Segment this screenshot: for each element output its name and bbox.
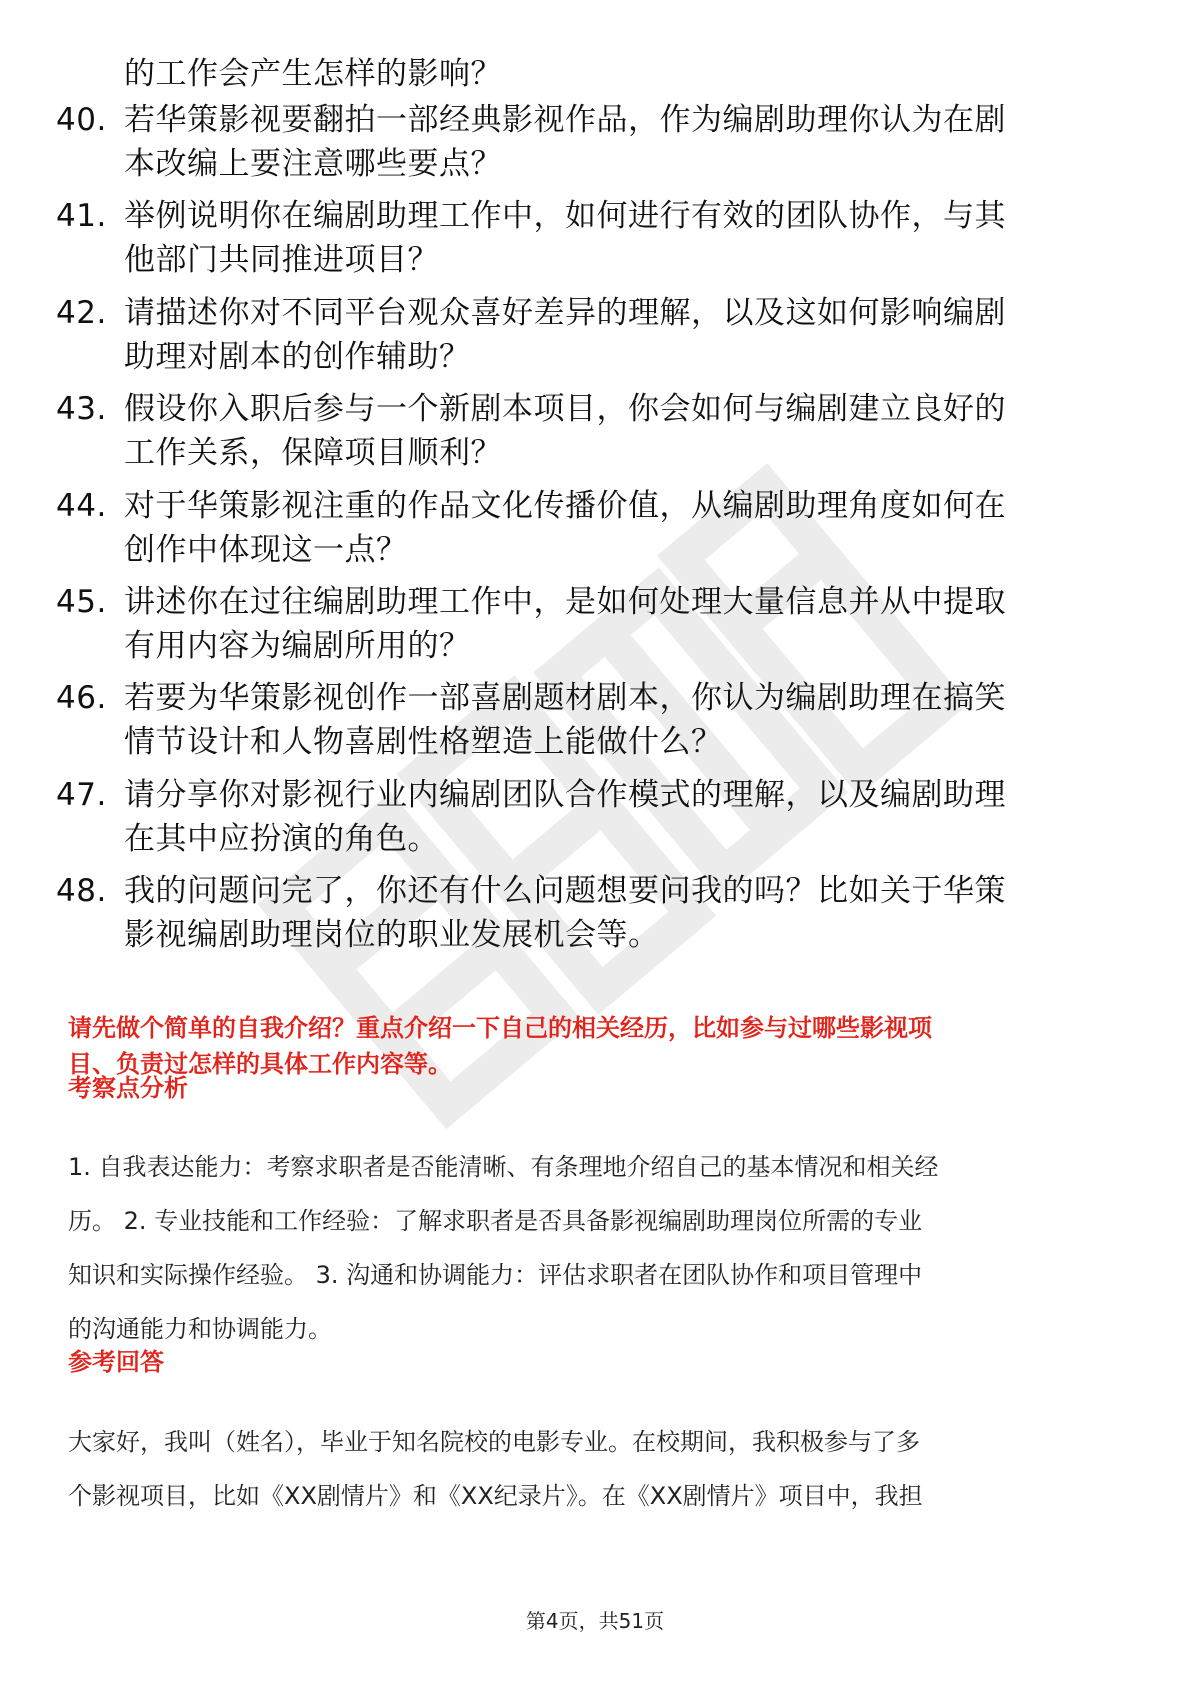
featured-question-line: 目、负责过怎样的具体工作内容等。 xyxy=(68,1050,452,1078)
question-number: 41. xyxy=(56,198,107,234)
question-text xyxy=(124,869,1124,957)
question-text xyxy=(124,773,1124,861)
answer-line: 个影视项目，比如《XX剧情片》和《XX纪录片》。在《XX剧情片》项目中，我担 xyxy=(68,1482,923,1510)
question-line: 我的问题问完了，你还有什么问题想要问我的吗？比如关于华策 xyxy=(124,873,1006,909)
question-line: 请分享你对影视行业内编剧团队合作模式的理解，以及编剧助理 xyxy=(124,777,1006,813)
question-number: 42. xyxy=(56,295,107,331)
question-number: 48. xyxy=(56,873,107,909)
question-number: 43. xyxy=(56,391,107,427)
answer-line: 大家好，我叫（姓名），毕业于知名院校的电影专业。在校期间，我积极参与了多 xyxy=(68,1428,920,1456)
question-number: 44. xyxy=(56,488,107,524)
analysis-line: 的沟通能力和协调能力。 xyxy=(68,1315,332,1343)
question-line: 他部门共同推进项目？ xyxy=(124,242,439,278)
question-line: 在其中应扮演的角色。 xyxy=(124,821,439,857)
question-line: 工作关系，保障项目顺利？ xyxy=(124,435,502,471)
question-text xyxy=(124,387,1124,475)
question-line: 举例说明你在编剧助理工作中，如何进行有效的团队协作，与其 xyxy=(124,198,1006,234)
question-line: 本改编上要注意哪些要点？ xyxy=(124,146,502,182)
page-footer: 第4页，共51页 xyxy=(525,1609,665,1633)
question-line: 请描述你对不同平台观众喜好差异的理解，以及这如何影响编剧 xyxy=(124,295,1006,331)
featured-question-line: 请先做个简单的自我介绍？重点介绍一下自己的相关经历，比如参与过哪些影视项 xyxy=(68,1014,932,1042)
analysis-line: 1. 自我表达能力：考察求职者是否能清晰、有条理地介绍自己的基本情况和相关经 xyxy=(68,1153,939,1181)
answer-body xyxy=(68,1415,1128,1523)
question-line: 假设你入职后参与一个新剧本项目，你会如何与编剧建立良好的 xyxy=(124,391,1006,427)
question-line: 有用内容为编剧所用的？ xyxy=(124,628,471,664)
analysis-line: 历。 2. 专业技能和工作经验：了解求职者是否具备影视编剧助理岗位所需的专业 xyxy=(68,1207,923,1235)
question-number: 46. xyxy=(56,680,107,716)
answer-heading: 参考回答 xyxy=(68,1348,164,1376)
question-number: 47. xyxy=(56,777,107,813)
analysis-body xyxy=(68,1140,1128,1356)
question-number: 45. xyxy=(56,584,107,620)
question-line: 影视编剧助理岗位的职业发展机会等。 xyxy=(124,917,660,953)
question-text xyxy=(124,580,1124,668)
question-line: 若要为华策影视创作一部喜剧题材剧本，你认为编剧助理在搞笑 xyxy=(124,680,1006,716)
question-line: 讲述你在过往编剧助理工作中，是如何处理大量信息并从中提取 xyxy=(124,584,1006,620)
question-text xyxy=(124,484,1124,572)
question-line: 若华策影视要翻拍一部经典影视作品，作为编剧助理你认为在剧 xyxy=(124,102,1006,138)
question-text xyxy=(124,98,1124,186)
question-text xyxy=(124,291,1124,379)
featured-question xyxy=(68,1010,1128,1082)
analysis-heading: 考察点分析 xyxy=(68,1074,188,1102)
question-line: 情节设计和人物喜剧性格塑造上能做什么？ xyxy=(124,724,723,760)
question-line: 对于华策影视注重的作品文化传播价值，从编剧助理角度如何在 xyxy=(124,488,1006,524)
question-39-continuation: 的工作会产生怎样的影响？ xyxy=(124,56,502,92)
question-number: 40. xyxy=(56,102,107,138)
question-text xyxy=(124,676,1124,764)
question-text xyxy=(124,194,1124,282)
analysis-line: 知识和实际操作经验。 3. 沟通和协调能力：评估求职者在团队协作和项目管理中 xyxy=(68,1261,923,1289)
question-line: 助理对剧本的创作辅助？ xyxy=(124,339,471,375)
question-line: 创作中体现这一点？ xyxy=(124,532,408,568)
